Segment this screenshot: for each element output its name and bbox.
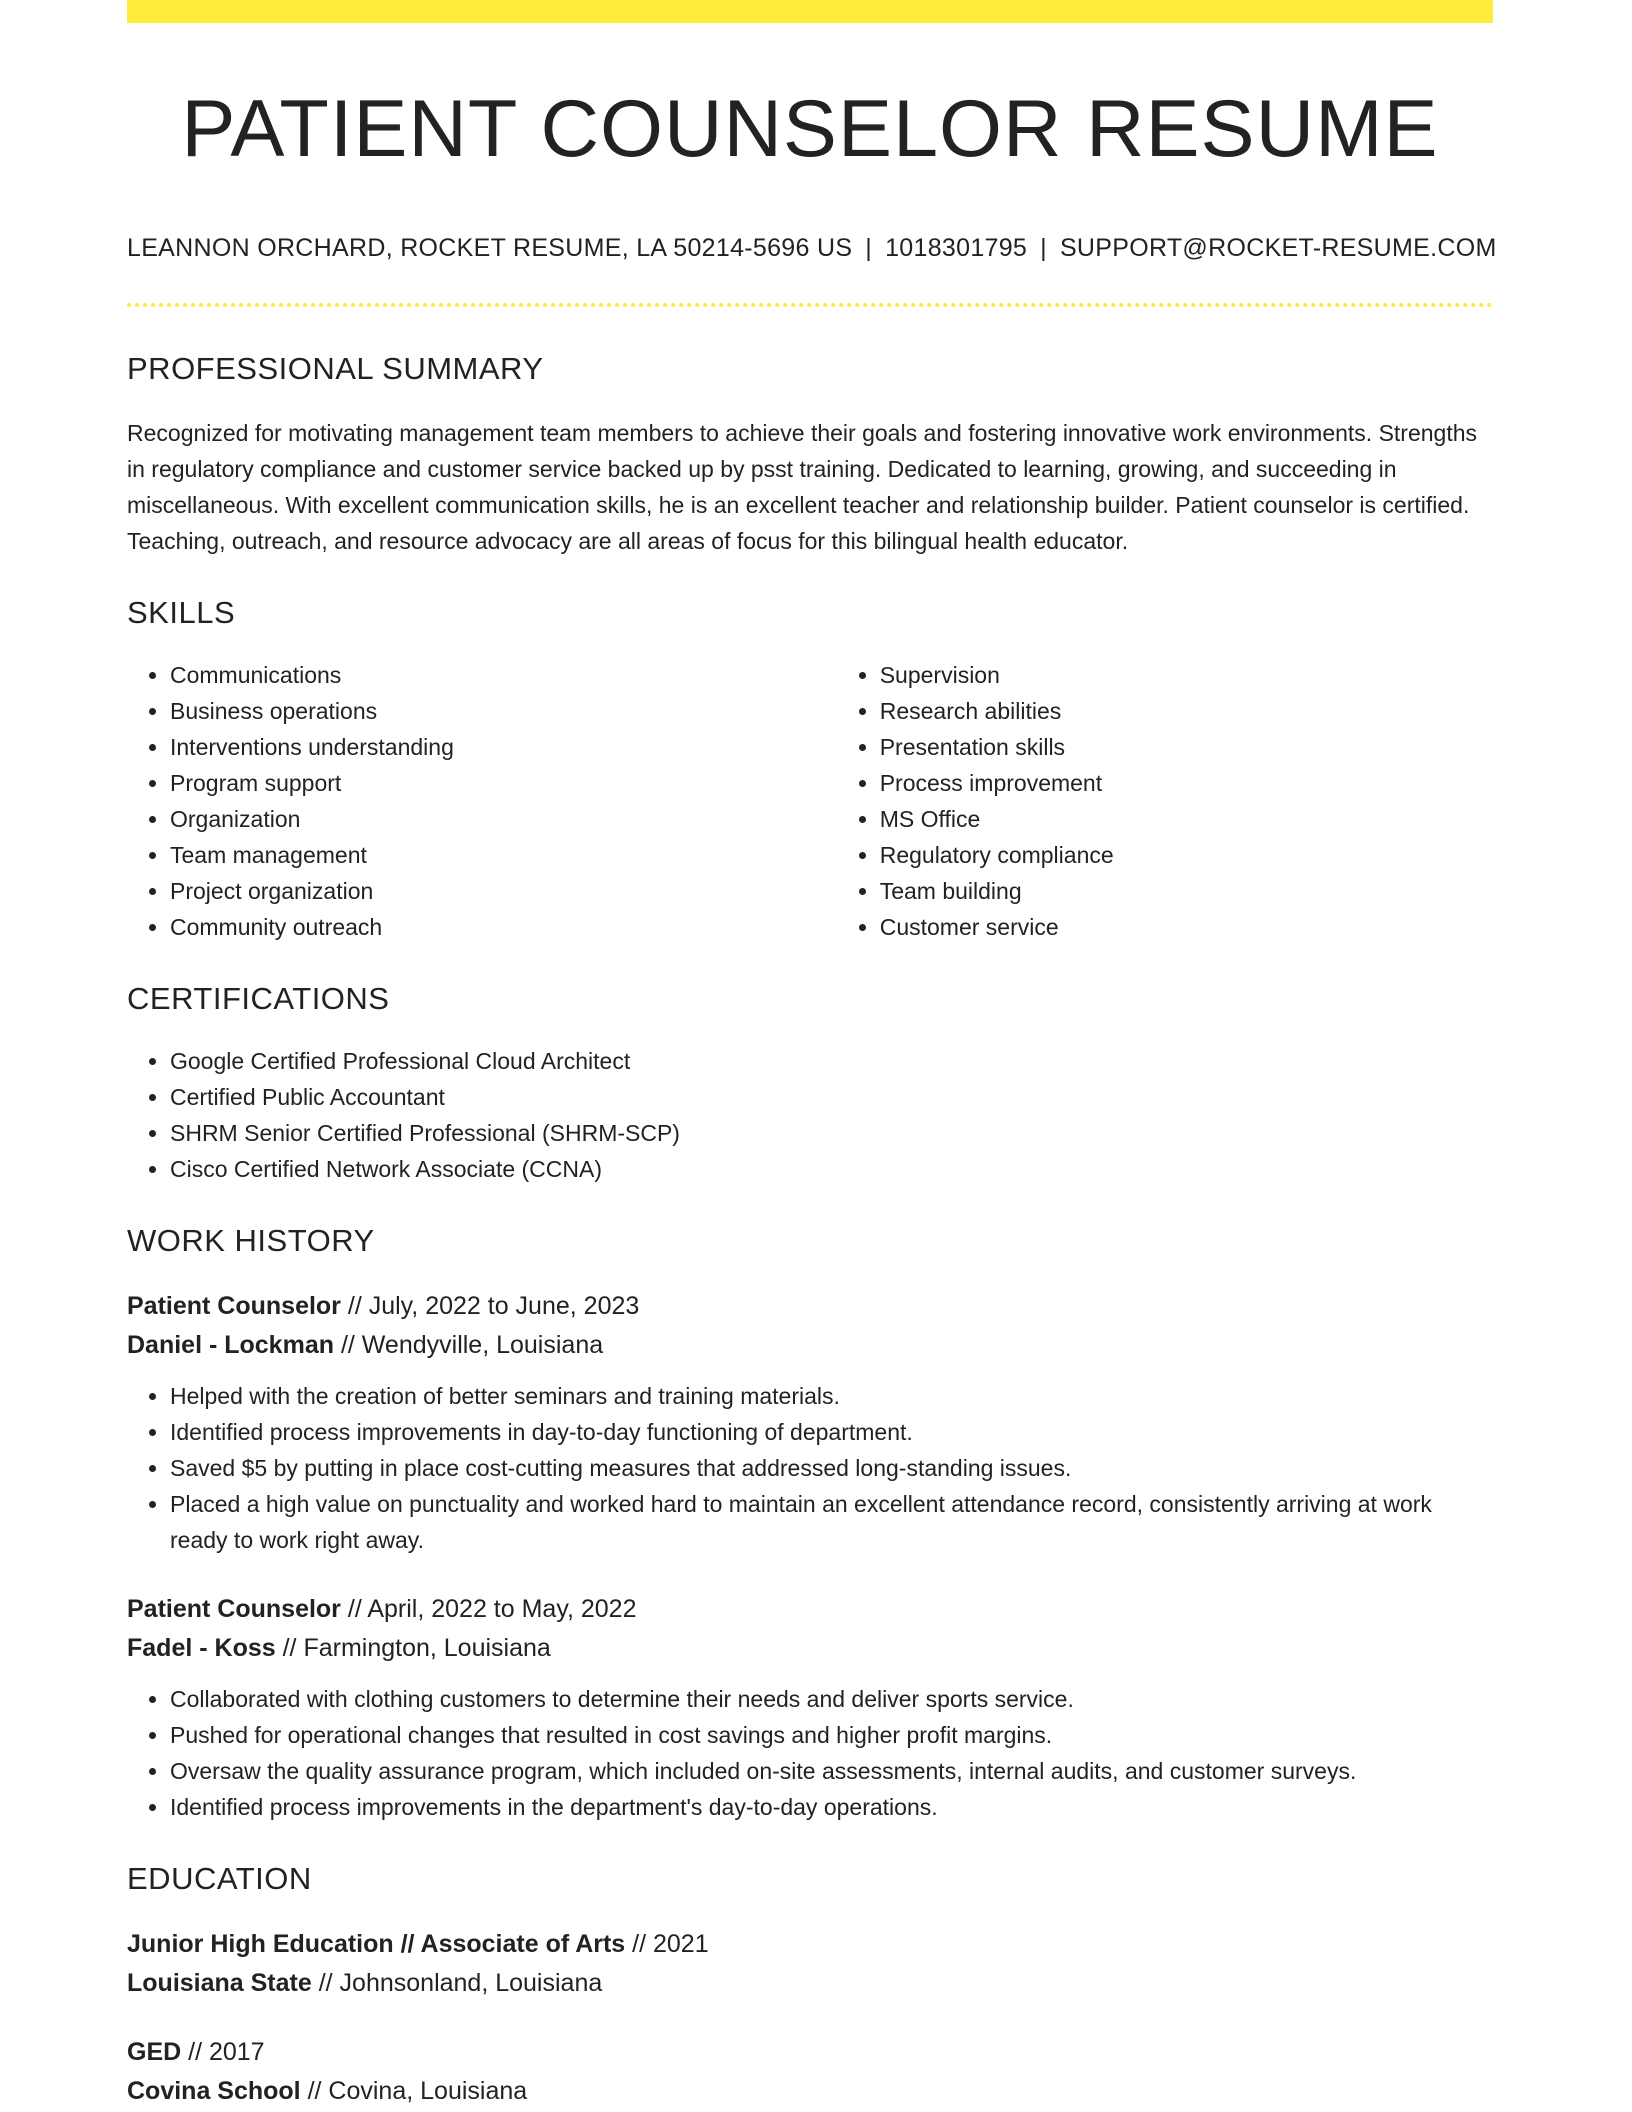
certification-item: • SHRM Senior Certified Professional (SHRM-SCP) <box>170 1115 1493 1151</box>
skill-item: • Team building <box>880 873 1493 909</box>
dotted-divider <box>127 303 1493 307</box>
certification-item: • Certified Public Accountant <box>170 1079 1493 1115</box>
resume-page <box>127 0 1497 2111</box>
contact-separator: | <box>1040 234 1047 263</box>
skill-item: • Project organization <box>170 873 837 909</box>
skill-item: • Team management <box>170 837 837 873</box>
job-bullets <box>127 1681 1493 1825</box>
job-entry <box>127 1287 1493 1558</box>
job-bullet: • Collaborated with clothing customers to determine their needs and deliver sports service. <box>170 1681 1493 1717</box>
skill-item: • Communications <box>170 657 837 693</box>
job-bullet: • Identified process improvements in the department's day-to-day operations. <box>170 1789 1493 1825</box>
page-title: PATIENT COUNSELOR RESUME <box>181 84 1439 174</box>
education-degree-line <box>127 2033 1493 2072</box>
education-entry <box>127 2033 1493 2111</box>
skill-item: • Supervision <box>880 657 1493 693</box>
job-bullet: • Pushed for operational changes that resulted in cost savings and higher profit margins. <box>170 1717 1493 1753</box>
job-bullet: • Identified process improvements in day-to-day functioning of department. <box>170 1414 1493 1450</box>
contact-email: SUPPORT@ROCKET-RESUME.COM <box>1059 234 1497 263</box>
certification-item: • Cisco Certified Network Associate (CCNA) <box>170 1151 1493 1187</box>
job-company: Fadel - Koss <box>127 1634 276 1663</box>
education-degree: Junior High Education // Associate of Arts <box>127 1930 626 1959</box>
job-role: Patient Counselor <box>127 1292 341 1321</box>
skill-item: • Process improvement <box>880 765 1493 801</box>
skills-heading: SKILLS <box>127 595 236 631</box>
skill-item: • Customer service <box>880 909 1493 945</box>
job-bullets <box>127 1378 1493 1558</box>
job-title-line <box>127 1590 1493 1629</box>
education-school-line <box>127 2072 1493 2111</box>
skill-item: • Interventions understanding <box>170 729 837 765</box>
job-title-line <box>127 1287 1493 1326</box>
contact-separator: | <box>865 234 873 263</box>
skill-item: • Organization <box>170 801 837 837</box>
summary-heading: PROFESSIONAL SUMMARY <box>127 351 544 387</box>
skill-item: • Regulatory compliance <box>880 837 1493 873</box>
contact-address: LEANNON ORCHARD, ROCKET RESUME, LA 50214-5696 US <box>127 234 853 263</box>
skill-item: • MS Office <box>880 801 1493 837</box>
job-dates: // April, 2022 to May, 2022 <box>340 1595 637 1624</box>
skill-item: • Program support <box>170 765 837 801</box>
education-year: // 2017 <box>181 2038 265 2067</box>
education-location: // Johnsonland, Louisiana <box>311 1969 603 1998</box>
work-history-heading: WORK HISTORY <box>127 1223 375 1259</box>
skill-item: • Presentation skills <box>880 729 1493 765</box>
job-bullet: • Placed a high value on punctuality and worked hard to maintain an excellent attendance record, consistently arriving at work ready to work right away. <box>170 1486 1493 1558</box>
job-role: Patient Counselor <box>127 1595 341 1624</box>
education-year: // 2021 <box>625 1930 709 1959</box>
skills-list-left <box>127 657 837 945</box>
summary-text: Recognized for motivating management team members to achieve their goals and fostering innovative work environments. Strengths in regulatory compliance and customer service backed up by psst training. Dedicated to learning, growing, and succeeding in miscellaneous. With excellent communication skills, he is an excellent teacher and relationship builder. Patient counselor is certified. Teaching, outreach, and resource advocacy are all areas of focus for this bilingual health educator. <box>127 420 1478 555</box>
certification-item: • Google Certified Professional Cloud Architect <box>170 1043 1493 1079</box>
top-accent-bar <box>127 0 1493 23</box>
skill-item: • Community outreach <box>170 909 837 945</box>
skills-list-right <box>837 657 1493 945</box>
contact-phone: 1018301795 <box>885 234 1028 263</box>
certifications-list <box>127 1043 1493 1187</box>
job-company: Daniel - Lockman <box>127 1331 334 1360</box>
contact-line <box>127 234 1497 263</box>
education-degree: GED <box>127 2038 182 2067</box>
job-bullet: • Oversaw the quality assurance program, which included on-site assessments, internal audits, and customer surveys. <box>170 1753 1493 1789</box>
job-bullet: • Saved $5 by putting in place cost-cutting measures that addressed long-standing issues. <box>170 1450 1493 1486</box>
job-dates: // July, 2022 to June, 2023 <box>340 1292 640 1321</box>
certifications-heading: CERTIFICATIONS <box>127 981 390 1017</box>
job-company-line <box>127 1326 1493 1365</box>
job-bullet: • Helped with the creation of better seminars and training materials. <box>170 1378 1493 1414</box>
job-location: // Wendyville, Louisiana <box>334 1331 604 1360</box>
education-school: Louisiana State <box>127 1969 312 1998</box>
education-entry <box>127 1925 1493 2003</box>
education-school-line <box>127 1964 1493 2003</box>
job-entry <box>127 1590 1493 1825</box>
skill-item: • Business operations <box>170 693 837 729</box>
job-company-line <box>127 1629 1493 1668</box>
education-heading: EDUCATION <box>127 1861 312 1897</box>
education-location: // Covina, Louisiana <box>300 2077 528 2106</box>
job-location: // Farmington, Louisiana <box>275 1634 551 1663</box>
skills-columns <box>127 657 1493 945</box>
skill-item: • Research abilities <box>880 693 1493 729</box>
education-degree-line <box>127 1925 1493 1964</box>
education-school: Covina School <box>127 2077 301 2106</box>
